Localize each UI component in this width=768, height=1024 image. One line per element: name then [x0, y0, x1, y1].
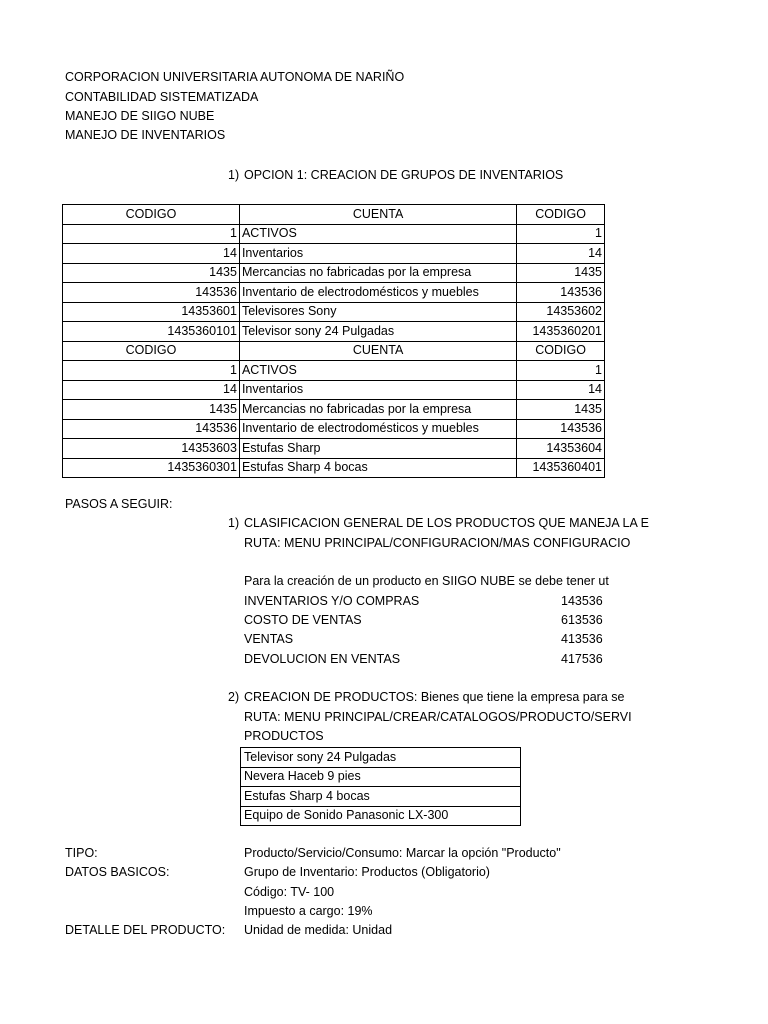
code-cell: 1: [63, 224, 240, 244]
column-header-codigo: CODIGO: [517, 341, 605, 361]
code-cell: 14353602: [517, 302, 605, 322]
step1-number: 1): [228, 516, 240, 530]
column-header-cuenta: CUENTA: [239, 205, 516, 225]
account-label: VENTAS: [244, 632, 294, 646]
tipo-label: TIPO:: [65, 846, 98, 860]
step1-text: CLASIFICACION GENERAL DE LOS PRODUCTOS QUE MANEJA LA E: [244, 516, 649, 530]
account-cell: Estufas Sharp: [239, 439, 516, 459]
datos-basicos-line: Código: TV- 100: [244, 885, 335, 899]
tipo-value: Producto/Servicio/Consumo: Marcar la opción "Producto": [244, 846, 561, 860]
code-cell: 1435360101: [63, 322, 240, 342]
code-cell: 1435: [517, 263, 605, 283]
datos-basicos-line: Impuesto a cargo: 19%: [244, 904, 373, 918]
account-value: 413536: [561, 632, 603, 646]
products-table: [240, 747, 521, 826]
account-cell: Inventarios: [239, 380, 516, 400]
table-row: [63, 361, 605, 381]
table-header-row: [63, 205, 605, 225]
account-cell: Estufas Sharp 4 bocas: [239, 458, 516, 478]
account-cell: Inventario de electrodomésticos y muebles: [239, 419, 516, 439]
table-row: [63, 263, 605, 283]
account-value: 143536: [561, 594, 603, 608]
table-header-row: [63, 341, 605, 361]
code-cell: 14: [517, 244, 605, 264]
column-header-codigo: CODIGO: [517, 205, 605, 225]
header-topic: MANEJO DE SIIGO NUBE: [65, 109, 215, 123]
code-cell: 1435360201: [517, 322, 605, 342]
product-cell: Equipo de Sonido Panasonic LX-300: [241, 806, 521, 826]
products-label: PRODUCTOS: [244, 729, 324, 743]
table-row: [63, 224, 605, 244]
account-cell: Inventarios: [239, 244, 516, 264]
table-row: [63, 458, 605, 478]
table-row: [63, 419, 605, 439]
column-header-codigo: CODIGO: [63, 341, 240, 361]
inventory-groups-table: [62, 204, 605, 478]
column-header-codigo: CODIGO: [63, 205, 240, 225]
step2-text: CREACION DE PRODUCTOS: Bienes que tiene la empresa para se: [244, 690, 625, 704]
account-value: 613536: [561, 613, 603, 627]
table-row: [63, 283, 605, 303]
product-cell: Estufas Sharp 4 bocas: [241, 787, 521, 807]
code-cell: 1: [517, 224, 605, 244]
account-cell: Mercancias no fabricadas por la empresa: [239, 263, 516, 283]
code-cell: 14353601: [63, 302, 240, 322]
product-cell: Nevera Haceb 9 pies: [241, 767, 521, 787]
table-row: [63, 322, 605, 342]
code-cell: 143536: [63, 419, 240, 439]
option1-title: OPCION 1: CREACION DE GRUPOS DE INVENTARIOS: [244, 168, 564, 182]
code-cell: 1435: [517, 400, 605, 420]
code-cell: 1: [517, 361, 605, 381]
header-institution: CORPORACION UNIVERSITARIA AUTONOMA DE NARIÑO: [65, 70, 405, 84]
code-cell: 143536: [517, 419, 605, 439]
table-row: [241, 806, 521, 826]
code-cell: 14: [517, 380, 605, 400]
code-cell: 1: [63, 361, 240, 381]
header-subtopic: MANEJO DE INVENTARIOS: [65, 128, 226, 142]
column-header-cuenta: CUENTA: [239, 341, 516, 361]
code-cell: 14: [63, 380, 240, 400]
code-cell: 143536: [517, 283, 605, 303]
code-cell: 14: [63, 244, 240, 264]
code-cell: 1435: [63, 400, 240, 420]
steps-title: PASOS A SEGUIR:: [65, 497, 173, 511]
account-cell: Inventario de electrodomésticos y muebles: [239, 283, 516, 303]
datos-basicos-line: Grupo de Inventario: Productos (Obligatorio): [244, 865, 490, 879]
code-cell: 143536: [63, 283, 240, 303]
account-cell: Televisor sony 24 Pulgadas: [239, 322, 516, 342]
account-value: 417536: [561, 652, 603, 666]
table-row: [241, 767, 521, 787]
table-row: [241, 787, 521, 807]
table-row: [63, 380, 605, 400]
code-cell: 1435: [63, 263, 240, 283]
detalle-producto-label: DETALLE DEL PRODUCTO:: [65, 923, 226, 937]
account-label: COSTO DE VENTAS: [244, 613, 362, 627]
code-cell: 14353604: [517, 439, 605, 459]
option1-number: 1): [228, 168, 240, 182]
account-cell: ACTIVOS: [239, 361, 516, 381]
account-cell: Televisores Sony: [239, 302, 516, 322]
code-cell: 14353603: [63, 439, 240, 459]
table-row: [63, 400, 605, 420]
table-row: [63, 439, 605, 459]
table-row: [63, 302, 605, 322]
account-cell: Mercancias no fabricadas por la empresa: [239, 400, 516, 420]
product-cell: Televisor sony 24 Pulgadas: [241, 748, 521, 768]
detalle-producto-value: Unidad de medida: Unidad: [244, 923, 393, 937]
header-course: CONTABILIDAD SISTEMATIZADA: [65, 90, 259, 104]
table-row: [63, 244, 605, 264]
table-row: [241, 748, 521, 768]
account-label: DEVOLUCION EN VENTAS: [244, 652, 401, 666]
code-cell: 1435360301: [63, 458, 240, 478]
step2-number: 2): [228, 690, 240, 704]
account-cell: ACTIVOS: [239, 224, 516, 244]
step2-route: RUTA: MENU PRINCIPAL/CREAR/CATALOGOS/PRODUCTO/SERVI: [244, 710, 632, 724]
step1-note: Para la creación de un producto en SIIGO NUBE se debe tener ut: [244, 574, 609, 588]
datos-basicos-label: DATOS BASICOS:: [65, 865, 170, 879]
code-cell: 1435360401: [517, 458, 605, 478]
step1-route: RUTA: MENU PRINCIPAL/CONFIGURACION/MAS CONFIGURACIO: [244, 536, 631, 550]
account-label: INVENTARIOS Y/O COMPRAS: [244, 594, 420, 608]
